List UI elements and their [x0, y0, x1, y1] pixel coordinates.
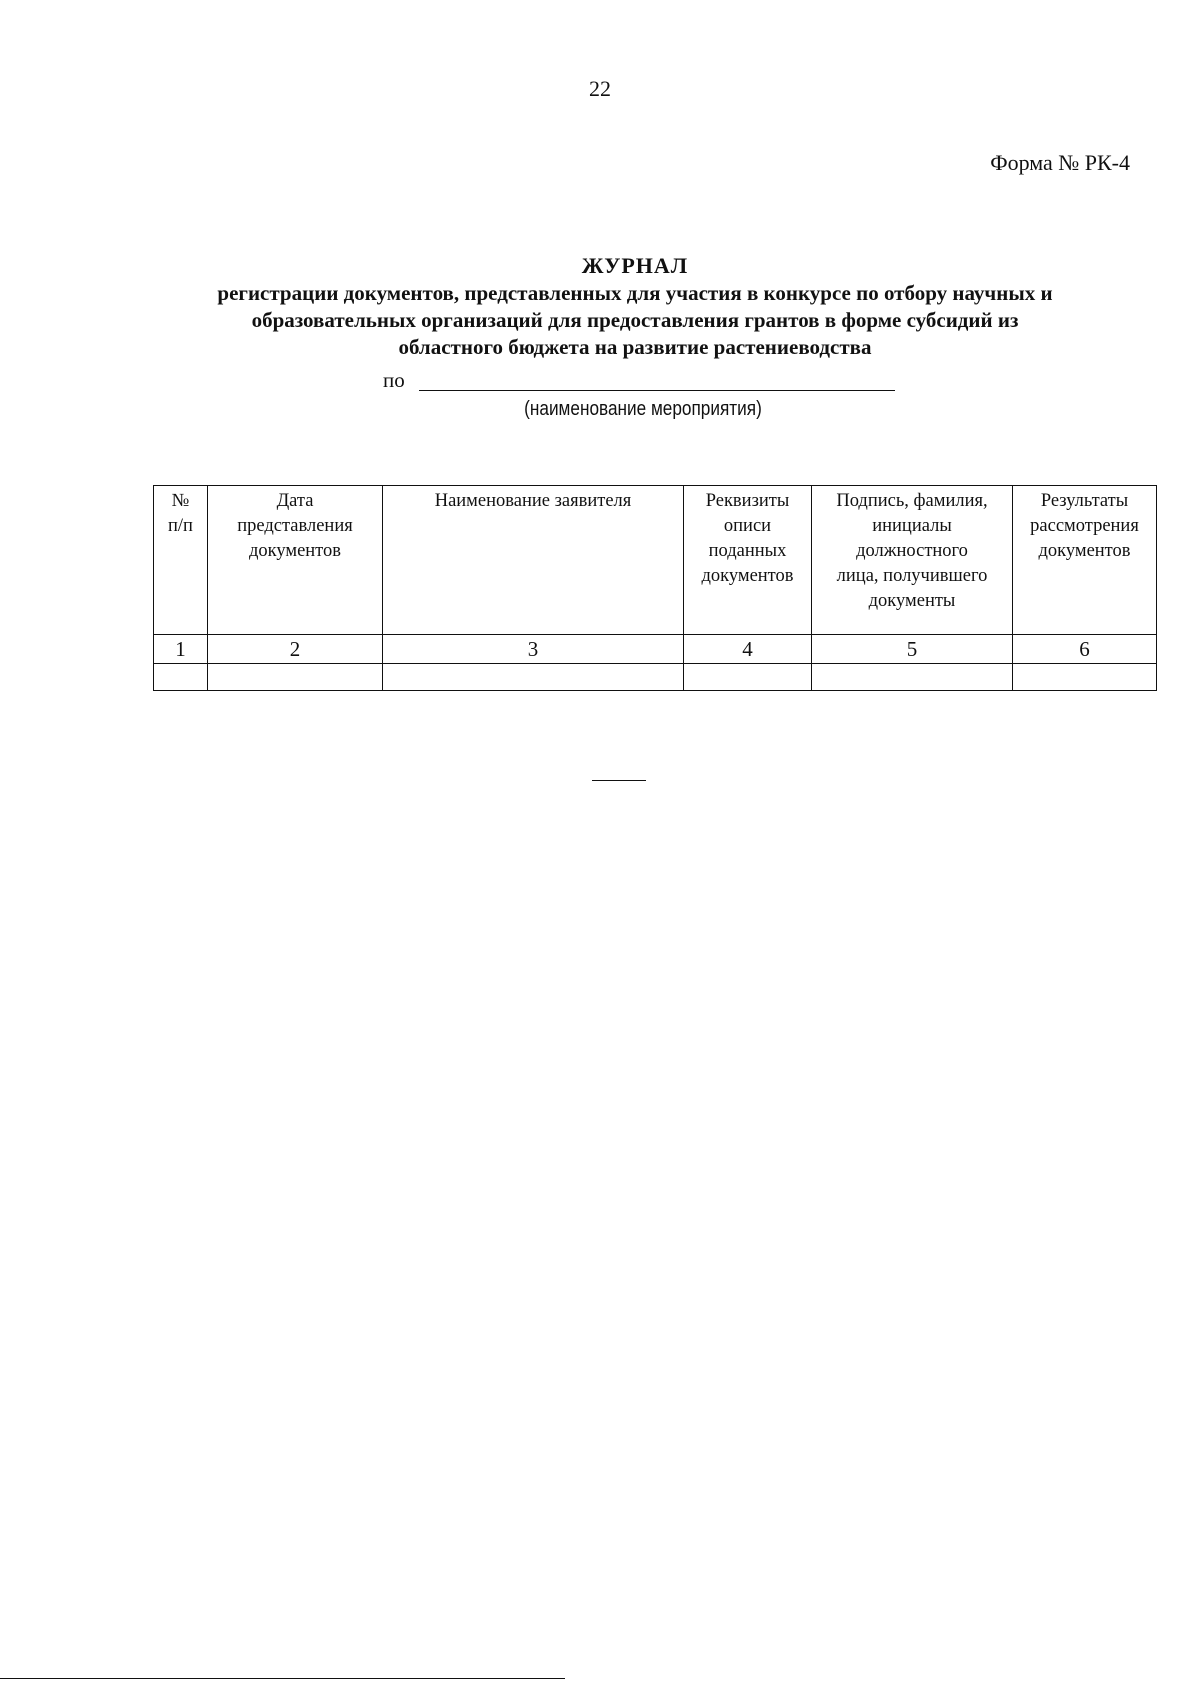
- table-header-row: [154, 486, 1157, 635]
- table-row: [154, 664, 1157, 691]
- empty-cell: [208, 664, 383, 691]
- header-line: №: [171, 491, 190, 511]
- header-applicant-name: [383, 486, 684, 635]
- title-block: [140, 252, 1130, 361]
- column-number: 3: [383, 635, 684, 664]
- document-subtitle-line: образовательных организаций для предоставления грантов в форме субсидий из: [251, 308, 1019, 332]
- document-title: ЖУРНАЛ: [581, 253, 689, 278]
- header-line: описи: [723, 516, 772, 536]
- header-line: лица, получившего: [836, 566, 988, 586]
- column-number: 6: [1013, 635, 1157, 664]
- event-name-hint: (наименование мероприятия): [524, 398, 762, 420]
- header-line: представления: [237, 516, 353, 536]
- header-line: документов: [1038, 541, 1131, 561]
- empty-cell: [684, 664, 812, 691]
- header-line: Наименование заявителя: [434, 491, 632, 511]
- column-number: 4: [684, 635, 812, 664]
- empty-cell: [154, 664, 208, 691]
- header-line: Результаты: [1040, 491, 1129, 511]
- empty-cell: [383, 664, 684, 691]
- column-number: 5: [812, 635, 1013, 664]
- event-name-field: [383, 368, 903, 396]
- header-line: п/п: [168, 516, 193, 536]
- header-line: рассмотрения: [1030, 516, 1139, 536]
- header-line: документов: [248, 541, 342, 561]
- header-line: инициалы: [872, 516, 952, 536]
- header-line: Подпись, фамилия,: [836, 491, 988, 511]
- form-code: Форма № РК-4: [990, 150, 1130, 175]
- registration-table: [153, 485, 1157, 691]
- header-line: Реквизиты: [705, 491, 790, 511]
- header-line: документов: [701, 566, 794, 586]
- column-number: 2: [208, 635, 383, 664]
- end-of-form-mark: [592, 780, 646, 781]
- header-line: должностного: [856, 541, 968, 561]
- header-inventory-details: [684, 486, 812, 635]
- header-official-signature: [812, 486, 1013, 635]
- header-review-results: [1013, 486, 1157, 635]
- event-name-underline: [419, 390, 895, 391]
- header-line: документы: [868, 591, 956, 611]
- column-number-row: [154, 635, 1157, 664]
- empty-cell: [812, 664, 1013, 691]
- header-line: Дата: [276, 491, 314, 511]
- po-label: по: [383, 368, 405, 392]
- page-number: 22: [589, 76, 611, 101]
- document-subtitle-line: областного бюджета на развитие растениеводства: [398, 335, 872, 359]
- header-submission-date: [208, 486, 383, 635]
- header-line: поданных: [708, 541, 787, 561]
- empty-cell: [1013, 664, 1157, 691]
- document-subtitle-line: регистрации документов, представленных для участия в конкурсе по отбору научных и: [217, 281, 1053, 305]
- footnote-separator: [0, 1678, 565, 1679]
- header-number: [154, 486, 208, 635]
- column-number: 1: [154, 635, 208, 664]
